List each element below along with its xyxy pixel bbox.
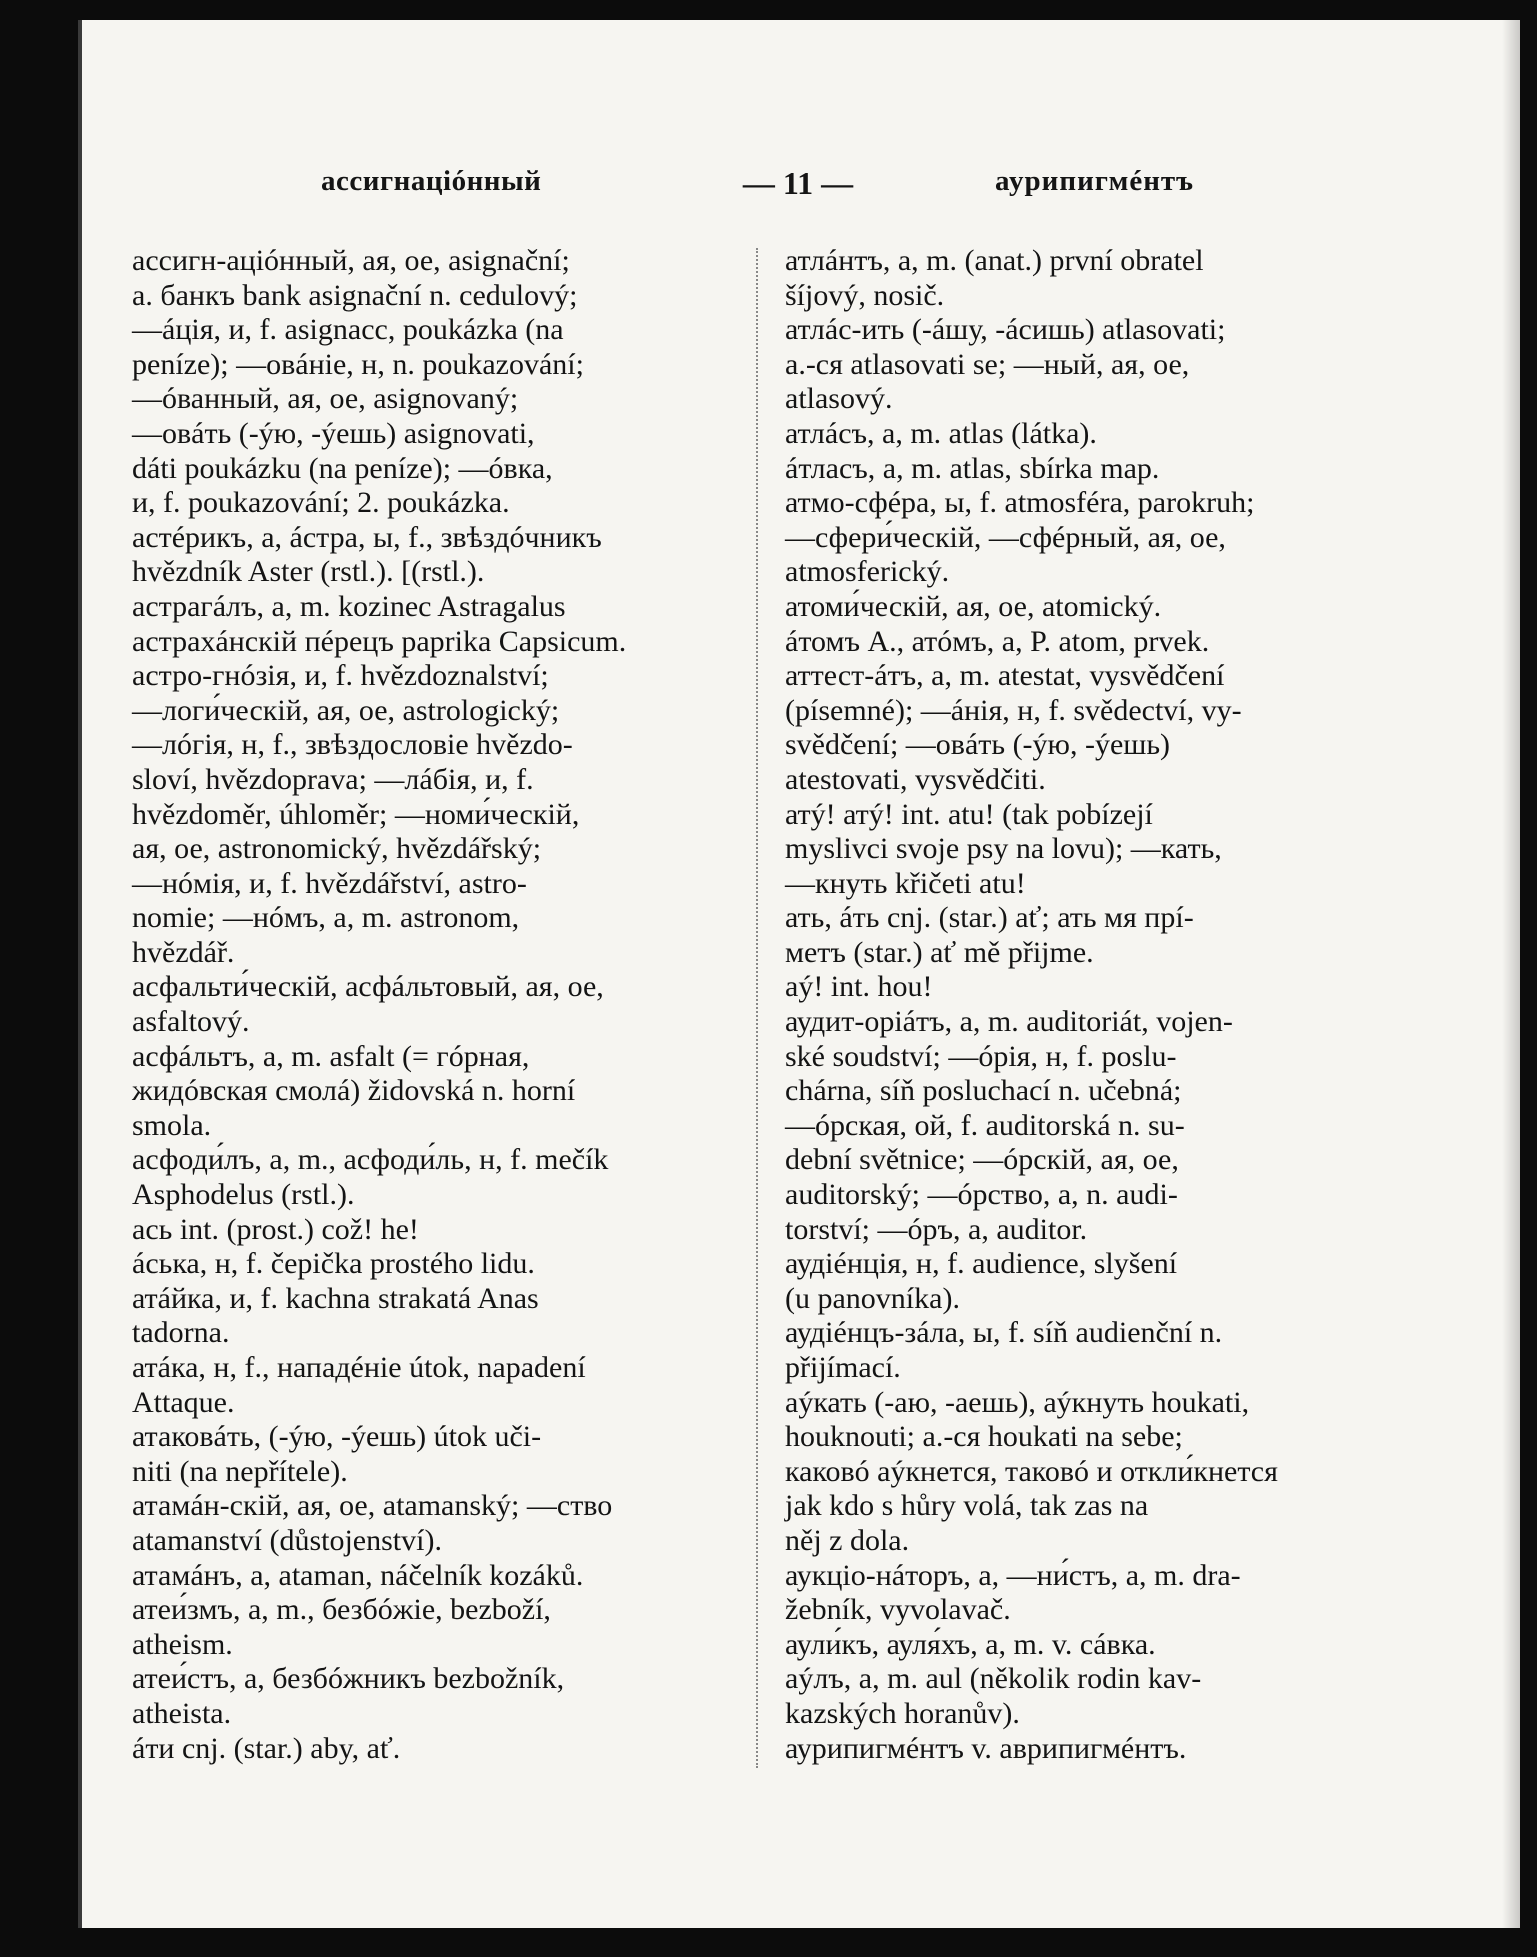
entry-line: houknouti; a.-ся houkati na sebe; bbox=[785, 1420, 1183, 1454]
entry-line: аýкать (-аю, -аешь), аýкнуть houkati, bbox=[785, 1385, 1250, 1419]
entry-line: аудіéнцъ-зáла, ы, f. síň audienční n. bbox=[785, 1316, 1223, 1350]
entry-line: атáйка, и, f. kachna strakatá Anas bbox=[132, 1281, 539, 1315]
entry-line: —óрская, ой, f. auditorská n. su- bbox=[785, 1108, 1185, 1142]
entry-line: smola. bbox=[132, 1108, 212, 1142]
entry-line: žebník, vyvolavač. bbox=[785, 1593, 1011, 1627]
entry-line: асфáльтъ, а, m. asfalt (= гóрная, bbox=[132, 1039, 530, 1073]
entry-line: —овáть (-ýю, -ýешь) asignovati, bbox=[132, 416, 535, 450]
page-number: — 11 — bbox=[742, 165, 854, 201]
entry-line: peníze); —овáніе, н, n. poukazování; bbox=[132, 347, 584, 381]
entry-line: áтомъ A., атóмъ, а, P. atom, prvek. bbox=[785, 624, 1210, 658]
entry-line: nomie; —нóмъ, а, m. astronom, bbox=[132, 901, 520, 935]
entry-line: —сфери́ческій, —сфéрный, ая, ое, bbox=[785, 520, 1226, 554]
entry-line: ать, áть cnj. (star.) ať; ать мя прí- bbox=[785, 901, 1194, 935]
entry-line: —óванный, ая, ое, asignovaný; bbox=[132, 382, 519, 416]
entry-line: атеи́стъ, а, безбóжникъ bezbožník, bbox=[132, 1662, 565, 1696]
entry-line: atheista. bbox=[132, 1696, 232, 1730]
running-header bbox=[78, 165, 1520, 205]
entry-line: астро-гнóзія, и, f. hvězdoznalství; bbox=[132, 659, 549, 693]
entry-line: (písemné); —áнія, н, f. svědectví, vy- bbox=[785, 693, 1242, 727]
entry-line: каковó аýкнется, таковó и откли́кнется bbox=[785, 1454, 1278, 1488]
entry-line: метъ (star.) ať mě přijme. bbox=[785, 935, 1094, 969]
entry-line: hvězdník Aster (rstl.). [(rstl.). bbox=[132, 555, 485, 589]
entry-line: атý! атý! int. atu! (tak pobízejí bbox=[785, 797, 1153, 831]
entry-line: аý! int. hou! bbox=[785, 970, 933, 1004]
entry-line: аурипигмéнтъ v. аврипигмéнтъ. bbox=[785, 1731, 1187, 1765]
entry-line: астрагáлъ, а, m. kozinec Astragalus bbox=[132, 589, 566, 623]
entry-line: атамáнъ, а, ataman, náčelník kozáků. bbox=[132, 1558, 584, 1592]
entry-line: áська, н, f. čepička prostého lidu. bbox=[132, 1247, 535, 1281]
entry-line: atlasový. bbox=[785, 382, 893, 416]
entry-line: —логи́ческій, ая, ое, astrologický; bbox=[132, 693, 560, 727]
entry-line: ské soudství; —óрія, н, f. poslu- bbox=[785, 1039, 1177, 1073]
header-last-entry: аурипигмéнтъ bbox=[995, 165, 1195, 197]
entry-line: —лóгія, н, f., звѣздословіе hvězdo- bbox=[132, 728, 573, 762]
entry-line: svědčení; —овáть (-ýю, -ýешь) bbox=[785, 728, 1171, 762]
entry-line: ассигн-аціóнный, ая, ое, asignační; bbox=[132, 244, 570, 277]
entry-line: атлáнтъ, а, m. (anat.) první obratel bbox=[785, 244, 1204, 277]
entry-line: атоми́ческій, ая, ое, atomický. bbox=[785, 589, 1162, 623]
entry-line: torství; —óръ, а, auditor. bbox=[785, 1212, 1088, 1246]
entry-line: myslivci svoje psy na lovu); —кать, bbox=[785, 832, 1222, 866]
entry-line: hvězdoměr, úhloměr; —номи́ческій, bbox=[132, 797, 580, 831]
entry-line: ась int. (prost.) což! he! bbox=[132, 1212, 419, 1246]
entry-line: аýлъ, а, m. aul (několik rodin kav- bbox=[785, 1662, 1202, 1696]
entry-line: atamanství (důstojenství). bbox=[132, 1523, 442, 1557]
entry-line: астрахáнскій пéрецъ paprika Capsicum. bbox=[132, 624, 627, 658]
page-edge-shadow bbox=[1502, 20, 1520, 1928]
entry-line: —áція, и, f. asignacc, poukázka (na bbox=[132, 313, 564, 347]
right-column bbox=[785, 244, 1473, 1766]
entry-line: жидóвская смолá) židovská n. horní bbox=[132, 1074, 576, 1108]
entry-line: асфальти́ческій, асфáльтовый, ая, ое, bbox=[132, 970, 604, 1004]
entry-line: jak kdo s hůry volá, tak zas na bbox=[785, 1489, 1149, 1523]
entry-line: и, f. poukazování; 2. poukázka. bbox=[132, 486, 510, 520]
dictionary-page bbox=[78, 20, 1520, 1928]
left-column bbox=[132, 244, 792, 1766]
entry-line: dáti poukázku (na peníze); —óвка, bbox=[132, 451, 553, 485]
entry-line: něj z dola. bbox=[785, 1523, 910, 1557]
entry-line: аудіéнція, н, f. audience, slyšení bbox=[785, 1247, 1178, 1281]
entry-line: niti (na nepřítele). bbox=[132, 1454, 348, 1488]
entry-line: sloví, hvězdoprava; —лáбія, и, f. bbox=[132, 762, 534, 796]
header-first-entry: ассигнаціóнный bbox=[321, 165, 542, 197]
entry-line: dební světnice; —óрскій, ая, ое, bbox=[785, 1143, 1179, 1177]
entry-line: asfaltový. bbox=[132, 1005, 250, 1039]
entry-line: аукціо-нáторъ, а, —ни́стъ, а, m. dra- bbox=[785, 1558, 1241, 1592]
entry-line: —кнуть křičeti atu! bbox=[785, 866, 1026, 900]
entry-line: kazských horanův). bbox=[785, 1696, 1020, 1730]
entry-line: атмо-сфéра, ы, f. atmosféra, parokruh; bbox=[785, 486, 1255, 520]
entry-line: атамáн-скій, ая, ое, atamanský; —ство bbox=[132, 1489, 613, 1523]
entry-line: аули́къ, ауля́хъ, а, m. v. сáвка. bbox=[785, 1627, 1156, 1661]
entry-line: áтласъ, а, m. atlas, sbírka map. bbox=[785, 451, 1160, 485]
entry-line: атлáсъ, а, m. atlas (látka). bbox=[785, 416, 1097, 450]
entry-line: a. банкъ bank asignační n. cedulový; bbox=[132, 278, 578, 312]
entry-line: атаковáть, (-ýю, -ýешь) útok uči- bbox=[132, 1420, 542, 1454]
entry-line: atmosferický. bbox=[785, 555, 950, 589]
entry-line: атлáс-ить (-áшу, -áсишь) atlasovati; bbox=[785, 313, 1226, 347]
entry-line: tadorna. bbox=[132, 1316, 230, 1350]
entry-line: atestovati, vysvědčiti. bbox=[785, 762, 1046, 796]
entry-line: аттест-áтъ, а, m. atestat, vysvědčení bbox=[785, 659, 1225, 693]
page-binding-edge bbox=[78, 20, 82, 1928]
entry-line: atheism. bbox=[132, 1627, 233, 1661]
entry-line: hvězdář. bbox=[132, 935, 235, 969]
entry-line: атеи́змъ, а, m., безбóжіе, bezboží, bbox=[132, 1593, 551, 1627]
entry-line: асфоди́лъ, а, m., асфоди́ль, н, f. mečík bbox=[132, 1143, 609, 1177]
entry-line: Asphodelus (rstl.). bbox=[132, 1178, 355, 1212]
entry-line: —нóмія, и, f. hvězdářství, astro- bbox=[132, 866, 527, 900]
entry-line: chárna, síň posluchací n. učebná; bbox=[785, 1074, 1182, 1108]
entry-line: аудит-оріáтъ, а, m. auditoriát, vojen- bbox=[785, 1005, 1233, 1039]
entry-line: áти cnj. (star.) aby, ať. bbox=[132, 1731, 401, 1765]
entry-line: přijímací. bbox=[785, 1351, 901, 1384]
entry-line: атáка, н, f., нападéніе útok, napadení bbox=[132, 1351, 586, 1384]
entry-line: a.-ся atlasovati se; —ный, ая, ое, bbox=[785, 347, 1190, 381]
entry-line: šíjový, nosič. bbox=[785, 278, 945, 312]
entry-line: Attaque. bbox=[132, 1385, 235, 1419]
entry-line: (u panovníka). bbox=[785, 1281, 960, 1315]
entry-line: астéрикъ, а, áстра, ы, f., звѣздóчникъ bbox=[132, 520, 602, 554]
entry-line: ая, ое, astronomický, hvězdářský; bbox=[132, 832, 542, 866]
entry-line: auditorský; —óрство, а, n. audi- bbox=[785, 1178, 1178, 1212]
